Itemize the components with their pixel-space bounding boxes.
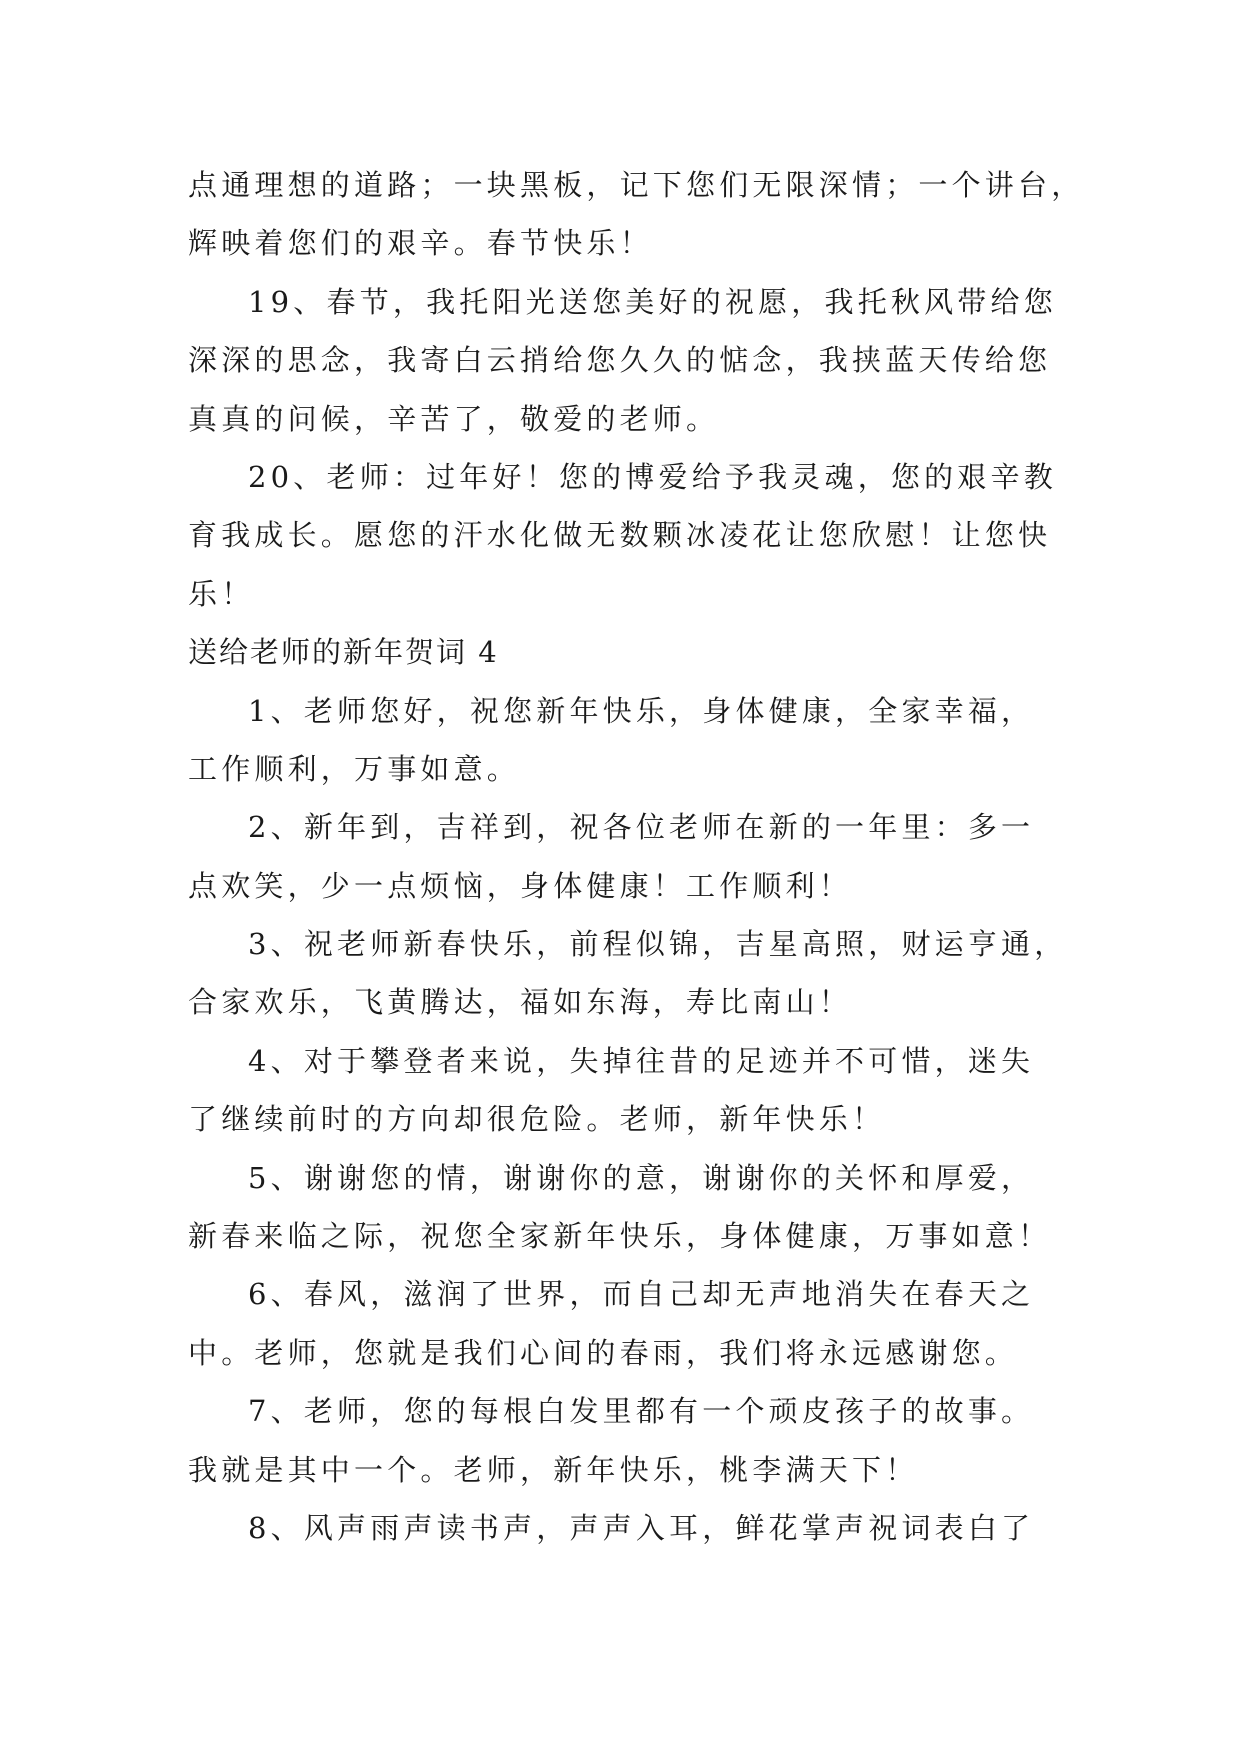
text-line: 合家欢乐，飞黄腾达，福如东海，寿比南山！	[188, 985, 853, 1020]
paragraph-start: 19、春节，我托阳光送您美好的祝愿，我托秋风带给您	[248, 284, 1057, 319]
text-line: 乐！	[188, 576, 255, 611]
text-line: 中。老师，您就是我们心间的春雨，我们将永远感谢您。	[188, 1335, 1019, 1370]
text-line: 工作顺利，万事如意。	[188, 751, 521, 786]
paragraph-start: 8、风声雨声读书声，声声入耳，鲜花掌声祝词表白了	[248, 1510, 1035, 1545]
text-line: 育我成长。愿您的汗水化做无数颗冰凌花让您欣慰！让您快	[188, 518, 1052, 553]
text-line: 深深的思念，我寄白云捎给您久久的惦念，我挟蓝天传给您	[188, 343, 1052, 378]
text-line: 点通理想的道路；一块黑板，记下您们无限深情；一个讲台，	[188, 168, 1085, 202]
text-line: 了继续前时的方向却很危险。老师，新年快乐！	[188, 1102, 886, 1137]
text-line: 点欢笑，少一点烦恼，身体健康！工作顺利！	[188, 868, 853, 903]
text-line: 真真的问候，辛苦了，敬爱的老师。	[188, 401, 720, 436]
paragraph-start: 7、老师，您的每根白发里都有一个顽皮孩子的故事。	[248, 1394, 1035, 1429]
paragraph-start: 6、春风，滋润了世界，而自己却无声地消失在春天之	[248, 1277, 1035, 1312]
paragraph-start: 1、老师您好，祝您新年快乐，身体健康，全家幸福，	[248, 693, 1035, 728]
paragraph-start: 5、谢谢您的情，谢谢你的意，谢谢你的关怀和厚爱，	[248, 1160, 1035, 1195]
paragraph-start: 2、新年到，吉祥到，祝各位老师在新的一年里：多一	[248, 810, 1035, 845]
paragraph-start: 4、对于攀登者来说，失掉往昔的足迹并不可惜，迷失	[248, 1043, 1035, 1078]
text-line: 新春来临之际，祝您全家新年快乐，身体健康，万事如意！	[188, 1219, 1052, 1254]
text-line: 我就是其中一个。老师，新年快乐，桃李满天下！	[188, 1452, 919, 1487]
text-line: 辉映着您们的艰辛。春节快乐！	[188, 226, 653, 261]
section-heading: 送给老师的新年贺词 4	[188, 635, 499, 670]
document-body	[188, 156, 1085, 1557]
paragraph-start: 20、老师：过年好！您的博爱给予我灵魂，您的艰辛教	[248, 459, 1057, 494]
paragraph-start: 3、祝老师新春快乐，前程似锦，吉星高照，财运亨通，	[248, 927, 1068, 962]
